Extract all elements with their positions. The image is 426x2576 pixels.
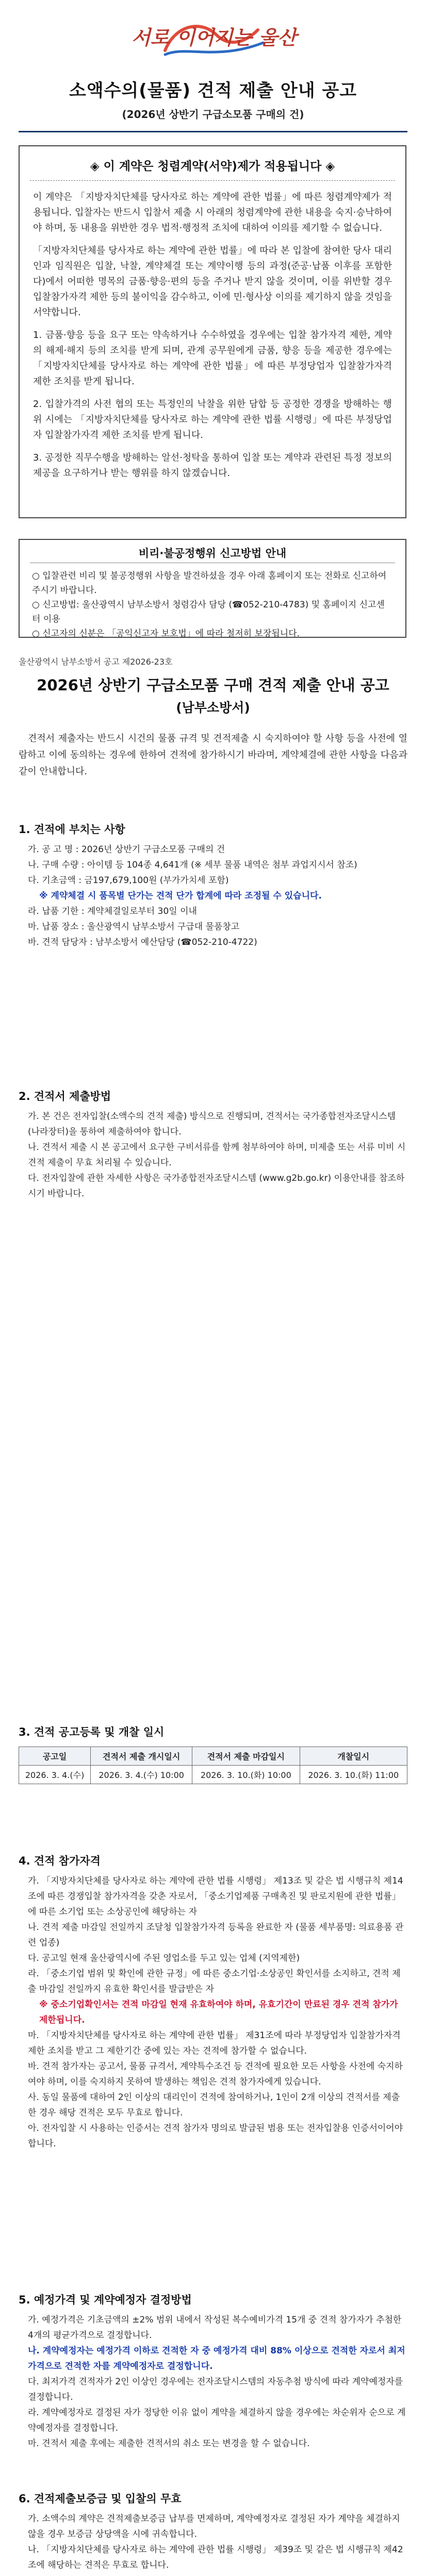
- section-3-heading: 3. 견적 공고등록 및 개찰 일시: [19, 1726, 165, 1738]
- section-2-body: [19, 1109, 407, 1201]
- section-line: 바. 견적 담당자 : 남부소방서 예산담당 (☎052-210-4722): [28, 937, 257, 947]
- section-line: 다. 공고일 현재 울산광역시에 주된 영업소를 두고 있는 업체 (지역제한): [28, 1953, 300, 1963]
- section-line: 가. 소액수의 계약은 견적제출보증금 납부를 면제하며, 계약예정자로 결정된 자가 계약을 체결하지 않을 경우 보증금 상당액을 시에 귀속합니다.: [28, 2514, 400, 2539]
- integrity-paragraph: 2. 입찰가격의 사전 협의 또는 특정인의 낙찰을 위한 담합 등 공정한 경쟁을 방해하는 행위 시에는 「지방자치단체를 당사자로 하는 계약에 관한 법률 시행령」에 따른 부정당업자 입찰참가자격 제한 조치를 받게 됩니다.: [33, 399, 392, 440]
- integrity-notice-heading: ◈ 이 계약은 청렴계약(서약)제가 적용됩니다 ◈: [90, 160, 335, 173]
- section-1-heading: 1. 견적에 부치는 사항: [19, 823, 125, 836]
- table-header-cell: 개찰일시: [300, 1747, 407, 1766]
- page-subtitle: (2026년 상반기 구급소모품 구매의 건): [122, 108, 304, 121]
- section-1-body: [19, 842, 407, 950]
- section-line: 라. 「중소기업 범위 및 확인에 관한 규정」에 따른 중소기업·소상공인 확인서를 소지하고, 견적 제출 마감일 전일까지 유효한 확인서를 발급받은 자: [28, 1969, 401, 1994]
- report-item: ○ 신고자의 신분은 「공익신고자 보호법」에 따라 철저히 보장됩니다.: [32, 629, 300, 639]
- announcement-title: 2026년 상반기 구급소모품 구매 견적 제출 안내 공고: [37, 676, 389, 694]
- section-line: 바. 견적 참가자는 공고서, 물품 규격서, 계약특수조건 등 견적에 필요한 모든 사항을 사전에 숙지하여야 하며, 이를 숙지하지 못하여 발생하는 책임은 견적 참가자에게 있습니다.: [28, 2061, 403, 2087]
- section-6-heading: 6. 견적제출보증금 및 입찰의 무효: [19, 2493, 182, 2505]
- integrity-contract-notice: [19, 145, 406, 518]
- section-line: 나. 견적서 제출 시 본 공고에서 요구한 구비서류를 함께 첨부하여야 하며, 미제출 또는 서류 미비 시 견적 제출이 무효 처리될 수 있습니다.: [28, 1142, 406, 1168]
- section-line: 마. 납품 장소 : 울산광역시 남부소방서 구급대 물품창고: [28, 922, 240, 932]
- report-notice-body: [32, 569, 393, 641]
- table-cell: 2026. 3. 10.(화) 11:00: [300, 1766, 407, 1784]
- announcement-agency: (남부소방서): [176, 700, 250, 715]
- table-header-row: [19, 1747, 407, 1766]
- section-line: 나. 구매 수량 : 아이템 등 104종 4,641개 (※ 세부 물품 내역은 첨부 과업지시서 참조): [28, 860, 357, 870]
- table-cell: 2026. 3. 10.(화) 10:00: [192, 1766, 300, 1784]
- section-line: 라. 납품 기한 : 계약체결일로부터 30일 이내: [28, 906, 197, 917]
- section-line: 다. 기초금액 : 금197,679,100원 (부가가치세 포함): [28, 875, 229, 886]
- section-note: ※ 중소기업확인서는 견적 마감일 현재 유효하여야 하며, 유효기간이 만료된 경우 견적 참가가 제한됩니다.: [39, 1999, 398, 2025]
- integrity-paragraph: 이 계약은 「지방자치단체를 당사자로 하는 계약에 관한 법률」에 따른 청렴계약제가 적용됩니다. 입찰자는 반드시 입찰서 제출 시 아래의 청렴계약에 관한 내용을 숙지·승낙하여야 하며, 동 내용을 위반한 경우 법적·행정적 조치에 대하여 이의를 제기할 수 없습니다.: [33, 192, 392, 233]
- report-item: ○ 신고방법: 울산광역시 남부소방서 청렴감사 담당 (☎052-210-4783) 및 홈페이지 신고센터 이용: [32, 600, 385, 624]
- section-note: ※ 계약체결 시 품목별 단가는 견적 단가 합계에 따라 조정될 수 있습니다.: [39, 891, 322, 901]
- table-cell: 2026. 3. 4.(수): [19, 1766, 91, 1784]
- integrity-notice-body: [33, 190, 392, 488]
- title-divider: [19, 131, 407, 132]
- section-5-body: [19, 2312, 407, 2451]
- table-cell: 2026. 3. 4.(수) 10:00: [91, 1766, 192, 1784]
- section-6-body: [19, 2511, 407, 2573]
- section-line: 나. 「지방자치단체를 당사자로 하는 계약에 관한 법률 시행령」 제39조 및 같은 법 시행규칙 제42조에 해당하는 견적은 무효로 합니다.: [28, 2545, 403, 2570]
- section-line: 아. 전자입찰 시 사용하는 인증서는 견적 참가자 명의로 발급된 범용 또는 전자입찰용 인증서이어야 합니다.: [28, 2123, 403, 2149]
- integrity-paragraph: 1. 금품·향응 등을 요구 또는 약속하거나 수수하였을 경우에는 입찰 참가자격 제한, 계약의 해제·해지 등의 조치를 받게 되며, 관계 공무원에게 금품, 향응 등을 제공한 경우에는 「지방자치단체를 당사자로 하는 계약에 관한 법률」에 따른 부정당업자 입찰참가자격 제한 조치를 받게 됩니다.: [33, 330, 392, 387]
- section-line: 가. 예정가격은 기초금액의 ±2% 범위 내에서 작성된 복수예비가격 15개 중 견적 참가자가 추첨한 4개의 평균가격으로 결정합니다.: [28, 2315, 402, 2341]
- table-header-cell: 견적서 제출 개시일시: [91, 1747, 192, 1766]
- report-method-notice: [19, 539, 406, 638]
- section-2-heading: 2. 견적서 제출방법: [19, 1090, 111, 1103]
- section-line: 마. 견적서 제출 후에는 제출한 견적서의 취소 또는 변경을 할 수 없습니다.: [28, 2438, 310, 2449]
- integrity-paragraph: 「지방자치단체를 당사자로 하는 계약에 관한 법률」에 따라 본 입찰에 참여한 당사 대리인과 임직원은 입찰, 낙찰, 계약체결 또는 계약이행 등의 과정(준공·납품 이후를 포함한다)에서 어떠한 명목의 금품·향응·편의 등을 주거나 받지 않을 것이며, 이를 위반할 경우 입찰참가자격 제한 등의 불이익을 감수하고, 이에 민·형사상 이의를 제기하지 않을 것임을 서약합니다.: [33, 245, 392, 318]
- section-5-heading: 5. 예정가격 및 계약예정자 결정방법: [19, 2294, 192, 2306]
- section-line: 나. 계약예정자는 예정가격 이하로 견적한 자 중 예정가격 대비 88% 이상으로 견적한 자로서 최저가격으로 견적한 자를 계약예정자로 결정합니다.: [28, 2346, 405, 2371]
- section-line: 가. 공 고 명 : 2026년 상반기 구급소모품 구매의 건: [28, 844, 225, 855]
- ulsan-logo: [131, 14, 297, 61]
- section-4-heading: 4. 견적 참가자격: [19, 1855, 101, 1867]
- logo-text: 서로 이어지는 울산: [131, 26, 297, 49]
- table-header-cell: 견적서 제출 마감일시: [192, 1747, 300, 1766]
- section-line: 나. 견적 제출 마감일 전일까지 조달청 입찰참가자격 등록을 완료한 자 (물품 세부품명: 의료용품 관련 업종): [28, 1922, 404, 1948]
- section-line: 다. 전자입찰에 관한 자세한 사항은 국가종합전자조달시스템 (www.g2b.go.kr) 이용안내를 참조하시기 바랍니다.: [28, 1173, 405, 1199]
- report-item: ○ 입찰관련 비리 및 불공정행위 사항을 발견하셨을 경우 아래 홈페이지 또는 전화로 신고하여 주시기 바랍니다.: [32, 571, 387, 596]
- section-line: 가. 「지방자치단체를 당사자로 하는 계약에 관한 법률 시행령」 제13조 및 같은 법 시행규칙 제14조에 따른 경쟁입찰 참가자격을 갖춘 자로서, 「중소기업제품 구매촉진 및 판로지원에 관한 법률」에 따른 소기업 또는 소상공인에 해당하는 자: [28, 1876, 403, 1917]
- section-4-body: [19, 1873, 407, 2151]
- section-line: 라. 계약예정자로 결정된 자가 정당한 이유 없이 계약을 체결하지 않을 경우에는 차순위자 순으로 계약예정자를 결정합니다.: [28, 2408, 406, 2433]
- announcement-number: 울산광역시 남부소방서 공고 제2026-23호: [19, 657, 173, 667]
- integrity-paragraph: 3. 공정한 직무수행을 방해하는 알선·청탁을 통하여 입찰 또는 계약과 관련된 특정 정보의 제공을 요구하거나 받는 행위를 하지 않겠습니다.: [33, 452, 392, 479]
- announcement-intro: 견적서 제출자는 반드시 시건의 물품 규격 및 견적제출 시 숙지하여야 할 사항 등을 사전에 열람하고 이에 동의하는 경우에 한하여 견적에 참가하시기 바라며, 계약체결에 관한 사항을 다음과 같이 안내합니다.: [19, 733, 407, 777]
- section-line: 다. 최저가격 견적자가 2인 이상인 경우에는 전자조달시스템의 자동추첨 방식에 따라 계약예정자를 결정합니다.: [28, 2377, 403, 2402]
- section-line: 사. 동일 물품에 대하여 2인 이상의 대리인이 견적에 참여하거나, 1인이 2개 이상의 견적서를 제출한 경우 해당 견적은 모두 무효로 합니다.: [28, 2092, 400, 2118]
- section-line: 마. 「지방자치단체를 당사자로 하는 계약에 관한 법률」 제31조에 따라 부정당업자 입찰참가자격 제한 조치를 받고 그 제한기간 중에 있는 자는 견적에 참가할 수 없습니다.: [28, 2030, 401, 2056]
- integrity-notice-divider: [30, 180, 395, 181]
- schedule-table: [19, 1747, 407, 1784]
- table-row: [19, 1766, 407, 1784]
- section-line: 가. 본 건은 전자입찰(소액수의 견적 제출) 방식으로 진행되며, 견적서는 국가종합전자조달시스템(나라장터)을 통하여 제출하여야 합니다.: [28, 1111, 396, 1137]
- table-header-cell: 공고일: [19, 1747, 91, 1766]
- page-title: 소액수의(물품) 견적 제출 안내 공고: [69, 80, 357, 101]
- report-notice-heading: 비리·불공정행위 신고방법 안내: [138, 547, 287, 560]
